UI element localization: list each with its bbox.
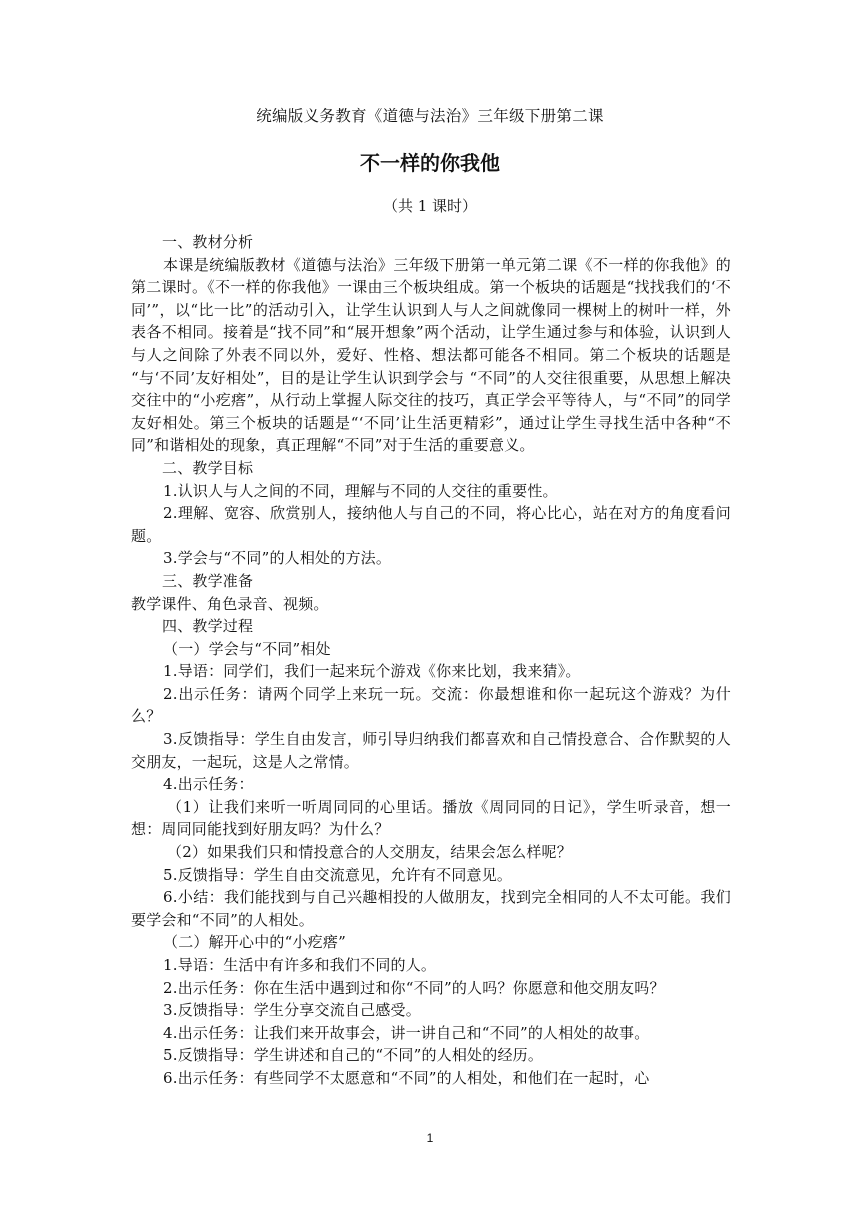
analysis-paragraph: 本课是统编版教材《道德与法治》三年级下册第一单元第二课《不一样的你我他》的第二课时。《不一样的你我他》一课由三个板块组成。第一个板块的话题是“找找我们的‘不同’”，以“比一比”的活动引入，让学生认识到人与人之间就像同一棵树上的树叶一样，外表各不相同。接着是“找不同”和“展开想象”两个活动，让学生通过参与和体验，认识到人与人之间除了外表不同以外，爱好、性格、想法都可能各不相同。第二个板块的话题是 “与‘不同’友好相处”，目的是让学生认识到学会与 “不同”的人交往很重要，从思想上解决交往中的“小疙瘩”，从行动上掌握人际交往的技巧，真正学会平等待人，与“不同”的同学友好相处。第三个板块的话题是“‘不同’让生活更精彩”，通过让学生寻找生活中各种“不同”和谐相处的现象，真正理解“不同”对于生活的重要意义。 xyxy=(131,255,731,455)
course-subtitle: 统编版义务教育《道德与法治》三年级下册第二课 xyxy=(256,107,604,125)
section-heading-analysis: 一、教材分析 xyxy=(162,233,254,251)
section-heading-process: 四、教学过程 xyxy=(162,617,254,636)
subsection-heading: （二）解开心中的“小疙瘩” xyxy=(163,933,346,952)
page-title: 不一样的你我他 xyxy=(360,151,500,175)
process-step: 5.反馈指导：学生自由交流意见，允许有不同意见。 xyxy=(163,865,513,884)
goal-item: 2.理解、宽容、欣赏别人，接纳他人与自己的不同，将心比心，站在对方的角度看问题。 xyxy=(131,504,731,545)
process-substep: （2）如果我们只和情投意合的人交朋友，结果会怎么样呢？ xyxy=(167,843,572,862)
process-step: 4.出示任务：让我们来开故事会，讲一讲自己和“不同”的人相处的故事。 xyxy=(163,1023,650,1042)
page-number: 1 xyxy=(426,1131,434,1145)
process-step: 3.反馈指导：学生自由发言，师引导归纳我们都喜欢和自己情投意合、合作默契的人交朋友，一起玩，这是人之常情。 xyxy=(131,730,731,771)
subsection-heading: （一）学会与“不同”相处 xyxy=(163,639,331,658)
goal-item: 3.学会与“不同”的人相处的方法。 xyxy=(163,549,392,568)
preparation-text: 教学课件、角色录音、视频。 xyxy=(131,594,329,613)
process-step: 3.反馈指导：学生分享交流自己感受。 xyxy=(163,1001,421,1020)
process-step: 1.导语：生活中有许多和我们不同的人。 xyxy=(163,956,437,974)
process-step: 5.反馈指导：学生讲述和自己的“不同”的人相处的经历。 xyxy=(163,1046,544,1065)
process-step: 4.出示任务： xyxy=(163,775,254,794)
process-step: 2.出示任务：请两个同学上来玩一玩。交流：你最想谁和你一起玩这个游戏？为什么？ xyxy=(131,684,731,726)
process-step: 1.导语：同学们，我们一起来玩个游戏《你来比划，我来猜》。 xyxy=(163,662,581,681)
class-period: （共 1 课时） xyxy=(382,197,478,215)
goal-item: 1.认识人与人之间的不同，理解与不同的人交往的重要性。 xyxy=(163,481,558,500)
process-substep: （1）让我们来听一听周同同的心里话。播放《周同同的日记》，学生听录音，想一想：周同同能找到好朋友吗？为什么？ xyxy=(131,797,731,839)
process-step: 6.出示任务：有些同学不太愿意和“不同”的人相处，和他们在一起时，心 xyxy=(163,1068,650,1087)
document-body xyxy=(131,231,731,1090)
process-step: 2.出示任务：你在生活中遇到过和你“不同”的人吗？你愿意和他交朋友吗？ xyxy=(163,978,665,997)
process-step: 6.小结：我们能找到与自己兴趣相投的人做朋友，找到完全相同的人不太可能。我们要学会和“不同”的人相处。 xyxy=(131,888,731,929)
section-heading-goals: 二、教学目标 xyxy=(162,458,254,477)
section-heading-preparation: 三、教学准备 xyxy=(162,571,254,590)
